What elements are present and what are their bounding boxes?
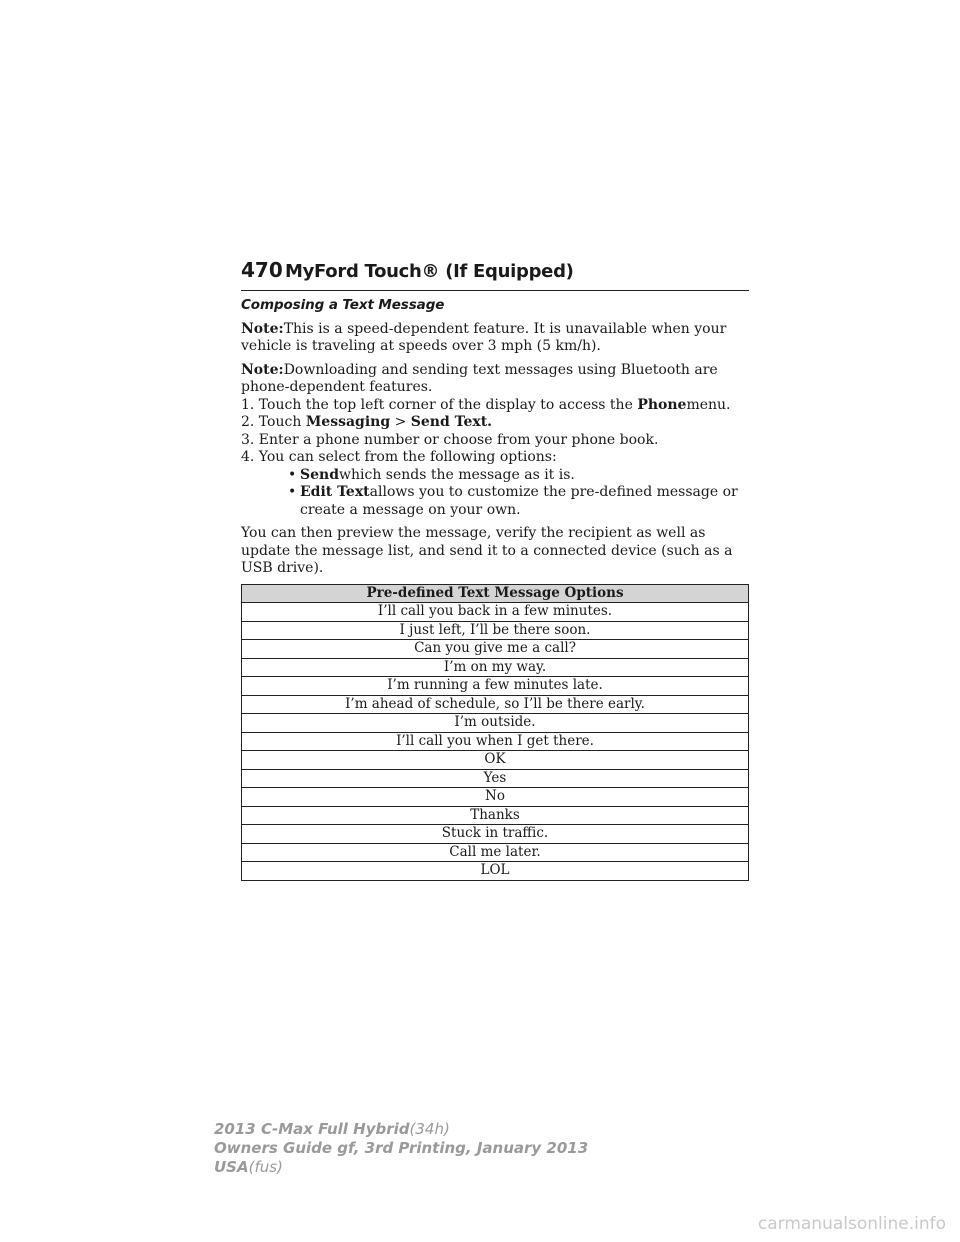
footer-region-code: (fus) xyxy=(248,1158,283,1176)
table-row xyxy=(242,862,749,881)
option-text: allows you to customize the pre-defined message or xyxy=(369,484,738,500)
table-row xyxy=(242,751,749,770)
note-text: Downloading and sending text messages using Bluetooth are phone-dependent features. xyxy=(241,361,718,395)
steps-list xyxy=(241,362,749,520)
message-cell: LOL xyxy=(242,862,749,881)
message-cell: OK xyxy=(242,751,749,770)
message-cell: I’ll call you back in a few minutes. xyxy=(242,603,749,622)
option-send xyxy=(241,467,749,485)
table-row xyxy=(242,825,749,844)
step-2 xyxy=(241,414,749,432)
messaging-label: Messaging xyxy=(305,414,391,430)
table-row xyxy=(242,695,749,714)
step-text: 1. Touch the top left corner of the display to access the xyxy=(241,396,638,413)
note-phone-dependent xyxy=(241,362,749,397)
footer-line-3 xyxy=(214,1158,588,1177)
message-cell: Call me later. xyxy=(242,843,749,862)
table-row xyxy=(242,640,749,659)
message-cell: I’m ahead of schedule, so I’ll be there early. xyxy=(242,695,749,714)
step-separator: > xyxy=(390,414,411,430)
table-row xyxy=(242,714,749,733)
page-number: 470 xyxy=(241,258,283,282)
option-edit-text-continued: create a message on your own. xyxy=(300,501,521,518)
table-row xyxy=(242,658,749,677)
section-title: MyFord Touch® (If Equipped) xyxy=(285,261,574,282)
document-footer xyxy=(214,1120,588,1177)
subheading: Composing a Text Message xyxy=(241,297,445,313)
step-4: 4. You can select from the following options: xyxy=(241,449,557,465)
table-row xyxy=(242,621,749,640)
footer-line-2: Owners Guide gf, 3rd Printing, January 2013 xyxy=(214,1139,589,1157)
step-3: 3. Enter a phone number or choose from your phone book. xyxy=(241,431,659,448)
header-divider xyxy=(241,290,749,291)
note-text: This is a speed-dependent feature. It is unavailable when your vehicle is traveling at speeds over 3 mph (5 km/h). xyxy=(241,320,727,354)
message-cell: Can you give me a call? xyxy=(242,640,749,659)
page-content xyxy=(241,297,749,881)
table-row xyxy=(242,806,749,825)
footer-line-1 xyxy=(214,1120,588,1139)
table-header-row xyxy=(242,584,749,603)
preview-paragraph: You can then preview the message, verify the recipient as well as update the message list, and send it to a connected device (such as a USB drive). xyxy=(241,525,733,576)
predefined-messages-table xyxy=(241,584,749,881)
table-row xyxy=(242,788,749,807)
footer-code: (34h) xyxy=(409,1120,450,1138)
step-text: 2. Touch xyxy=(241,414,306,430)
table-row xyxy=(242,603,749,622)
option-text: which sends the message as it is. xyxy=(339,466,575,483)
table-row xyxy=(242,677,749,696)
footer-model: 2013 C-Max Full Hybrid xyxy=(214,1120,410,1138)
message-cell: I’m on my way. xyxy=(242,658,749,677)
phone-menu-label: Phone xyxy=(637,396,687,413)
step-1 xyxy=(241,397,749,415)
page-header xyxy=(241,258,749,282)
message-cell: Stuck in traffic. xyxy=(242,825,749,844)
message-cell: I just left, I’ll be there soon. xyxy=(242,621,749,640)
table-row xyxy=(242,843,749,862)
message-cell: No xyxy=(242,788,749,807)
note-speed-dependent xyxy=(241,321,749,356)
footer-region: USA xyxy=(214,1158,249,1176)
message-cell: Thanks xyxy=(242,806,749,825)
bullet-icon: • xyxy=(288,466,297,483)
send-text-label: Send Text. xyxy=(410,414,493,430)
step-text: menu. xyxy=(686,396,731,413)
message-cell: I’m running a few minutes late. xyxy=(242,677,749,696)
option-edit-text xyxy=(241,484,749,502)
note-label: Note: xyxy=(241,361,284,378)
table-header: Pre-defined Text Message Options xyxy=(242,584,749,603)
table-row xyxy=(242,732,749,751)
note-label: Note: xyxy=(241,320,284,337)
message-cell: Yes xyxy=(242,769,749,788)
bullet-icon: • xyxy=(288,484,297,500)
table-row xyxy=(242,769,749,788)
message-cell: I’m outside. xyxy=(242,714,749,733)
site-watermark: carmanualsonline.info xyxy=(757,1214,946,1234)
option-label: Edit Text xyxy=(300,484,370,500)
option-label: Send xyxy=(300,466,339,483)
message-cell: I’ll call you when I get there. xyxy=(242,732,749,751)
